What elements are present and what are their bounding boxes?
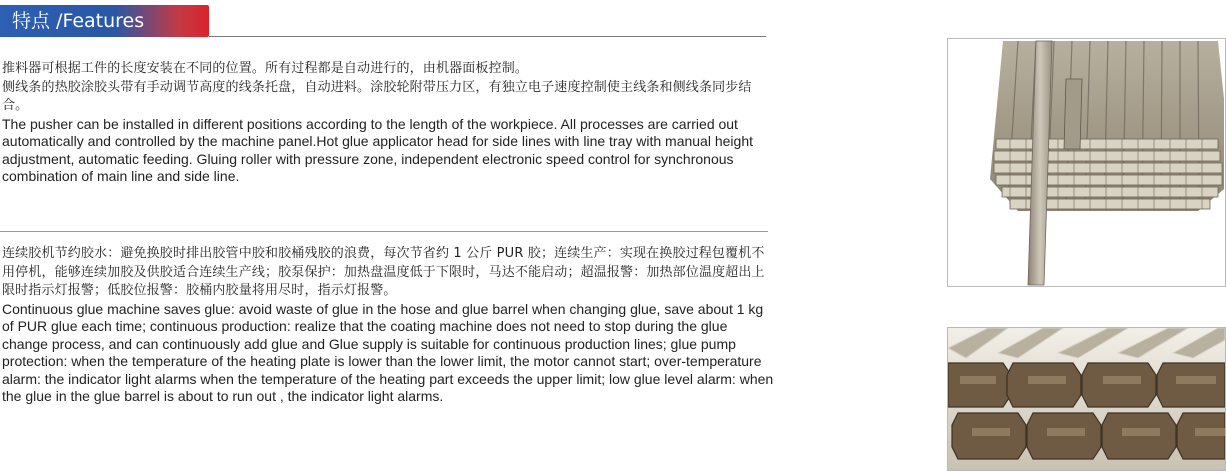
section-header-tab [0,5,209,37]
feature-en-line-2: automatically and controlled by the machine panel.Hot glue applicator head for side lines with line tray with manual height adjustment, automatic feeding. Gluing roller with pressure zone, independent electronic speed control for synchronous combination of main line and side line. [2,133,753,184]
feature-en-line-1: The pusher can be installed in different positions according to the length of the workpiece. All processes are carried out [2,115,738,132]
glue-en-paragraph: Continuous glue machine saves glue: avoid waste of glue in the hose and glue barrel when changing glue, save about 1 kg of PUR glue each time; continuous production: realize that the coating machine does not need to stop during the glue change process, and can continuously add glue and Glue supply is suitable for continuous production lines; glue pump protection: when the temperature of the heating plate is lower than the lower limit, the motor cannot start; over-temperature alarm: the indicator light alarms when the temperature of the heating part exceeds the upper limit; low glue level alarm: when the glue in the glue barrel is about to run out , the indicator light alarms. [2,300,774,404]
glue-cn-paragraph: 连续胶机节约胶水：避免换胶时排出胶管中胶和胶桶残胶的浪费，每次节省约 1 公斤 PUR 胶；连续生产：实现在换胶过程包覆机不用停机，能够连续加胶及供胶适合连续生产线；胶泵保护：加热盘温度低于下限时，马达不能启动；超温报警：加热部位温度超出上限时指示灯报警；低胶位报警：胶桶内胶量将用尽时，指示灯报警。 [2,246,765,298]
feature-cn-line-2: 侧线条的热胶涂胶头带有手动调节高度的线条托盘，自动进料。涂胶轮附带压力区，有独立电子速度控制使主线条和侧线条同步结合。 [2,79,752,113]
section-divider [0,231,768,232]
product-photo-stacked-profiles [947,38,1226,287]
section-title: 特点 /Features [12,10,145,32]
product-photo-profile-ends [947,327,1226,471]
feature-cn-line-1: 推料器可根据工件的长度安装在不同的位置。所有过程都是自动进行的，由机器面板控制。 [2,61,529,76]
features-block-1 [2,60,774,186]
header-underline [209,36,766,37]
features-block-2 [2,245,774,406]
